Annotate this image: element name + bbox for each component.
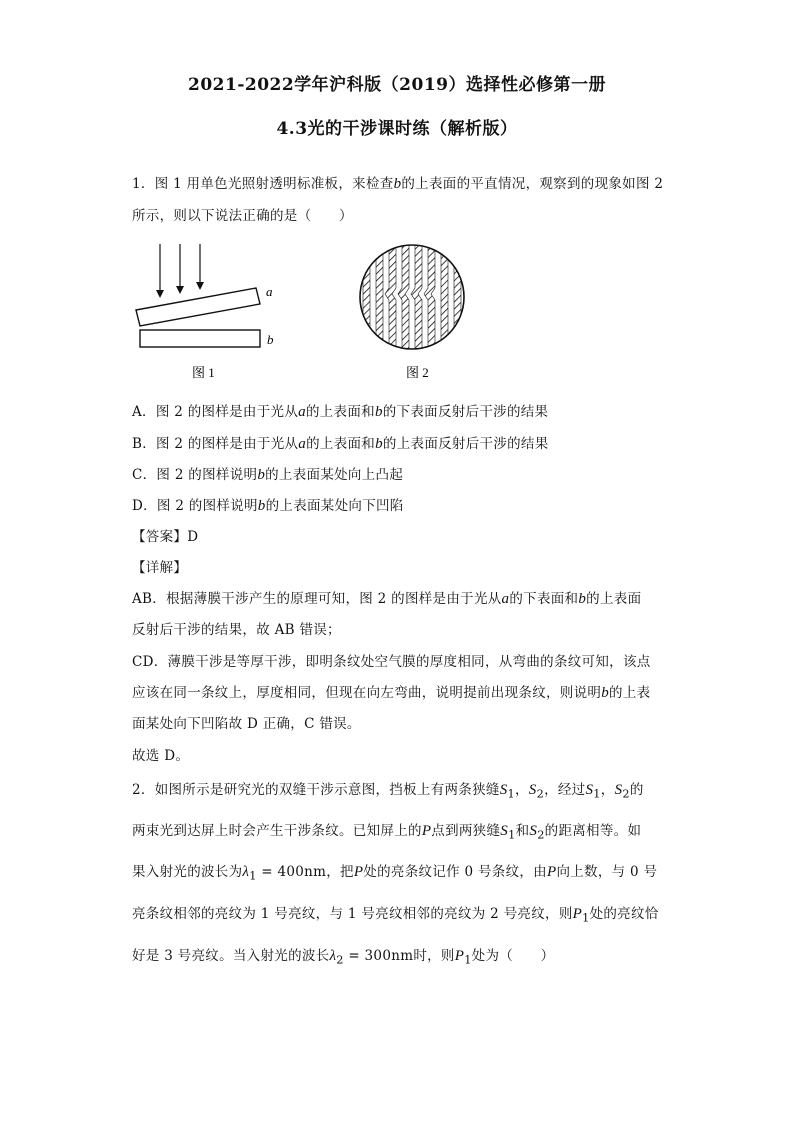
q1-detail-ab-cont: 反射后干涉的结果，故 AB 错误； (132, 622, 341, 638)
q1-conclusion: 故选 D。 (132, 748, 190, 764)
q1-detail-ab: AB．根据薄膜干涉产生的原理可知，图 2 的图样是由于光从a的下表面和b的上表面 (132, 591, 642, 607)
plate-b (140, 330, 260, 347)
label-b: b (267, 332, 274, 347)
figure-2-fringes (355, 238, 475, 383)
q1-stem-cont: 所示，则以下说法正确的是（ ） (132, 208, 353, 224)
q2-stem-line3: 果入射光的波长为$\lambda_1 = 400nm$，把P处的亮条纹记作 0 号条纹，由P向上数，与 0 号 (132, 864, 658, 883)
q1-option-c: C．图 2 的图样说明b的上表面某处向上凸起 (132, 467, 404, 483)
figure-2-caption: 图 2 (406, 365, 429, 380)
q2-stem-line1: 2．如图所示是研究光的双缝干涉示意图，挡板上有两条狭缝$S_1$，$S_2$，经过$S_1$，$S_2$的 (132, 782, 644, 801)
q1-stem: 1．图 1 用单色光照射透明标准板，来检查b的上表面的平直情况，观察到的现象如图 2 (132, 176, 664, 192)
plate-a (136, 288, 260, 326)
q2-stem-line5: 好是 3 号亮纹。当入射光的波长$\lambda_2 = 300nm$时，则$P_1$处为（ ） (132, 948, 555, 967)
q1-option-a: A．图 2 的图样是由于光从a的上表面和b的下表面反射后干涉的结果 (132, 404, 549, 420)
q1-detail-cd: CD．薄膜干涉是等厚干涉，即明条纹处空气膜的厚度相同，从弯曲的条纹可知，该点 (132, 654, 651, 670)
q1-option-d: D．图 2 的图样说明b的上表面某处向下凹陷 (132, 498, 404, 514)
q1-detail-label: 【详解】 (132, 560, 188, 576)
label-a: a (266, 284, 273, 299)
document-subtitle: 4.3光的干涉课时练（解析版） (276, 119, 518, 139)
figure-1-diagram (130, 240, 280, 385)
q2-stem-line2: 两束光到达屏上时会产生干涉条纹。已知屏上的P点到两狭缝$S_1$和$S_2$的距离相等。如 (132, 823, 642, 842)
q2-stem-line4: 亮条纹相邻的亮纹为 1 号亮纹，与 1 号亮纹相邻的亮纹为 2 号亮纹，则$P_1$处的亮纹恰 (132, 906, 659, 925)
figure-1-caption: 图 1 (192, 365, 215, 380)
q1-detail-cd-end: 面某处向下凹陷故 D 正确，C 错误。 (132, 716, 361, 732)
q1-option-b: B．图 2 的图样是由于光从a的上表面和b的上表面反射后干涉的结果 (132, 436, 549, 452)
document-title: 2021-2022学年沪科版（2019）选择性必修第一册 (188, 75, 606, 95)
q1-answer: 【答案】D (132, 529, 199, 545)
q1-detail-cd-cont: 应该在同一条纹上，厚度相同，但现在向左弯曲，说明提前出现条纹，则说明b的上表 (132, 685, 651, 701)
